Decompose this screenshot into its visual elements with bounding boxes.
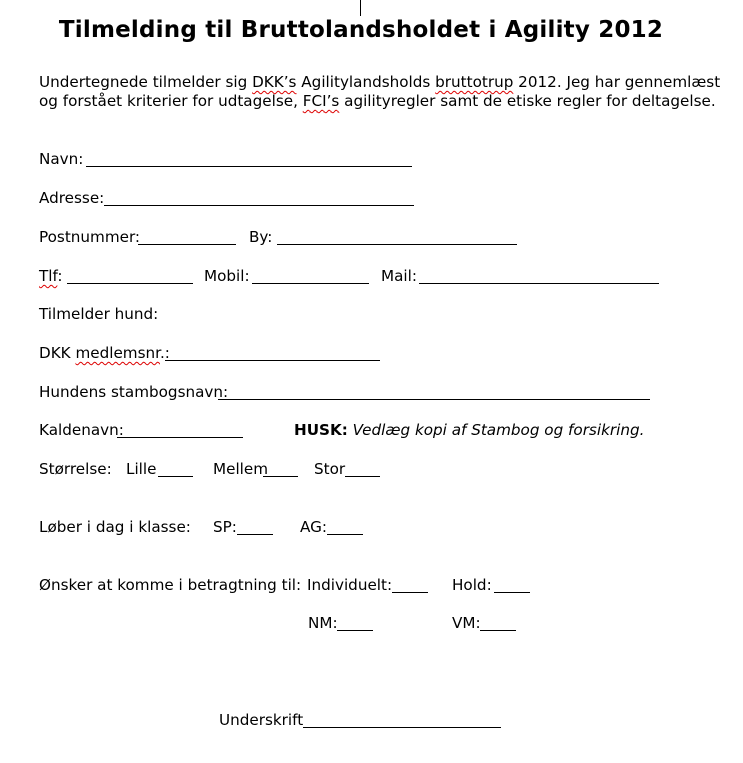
dkk-medlemsnr-label: [39, 344, 170, 362]
spellcheck-fcis: FCI’s: [302, 92, 340, 110]
kaldenavn-label: Kaldenavn:: [39, 421, 124, 439]
nm-field[interactable]: [337, 630, 373, 631]
kaldenavn-field[interactable]: [117, 437, 243, 438]
spellcheck-bruttotrup: bruttotrup: [435, 73, 514, 91]
stambogsnavn-label: Hundens stambogsnavn:: [39, 383, 229, 401]
vm-label: VM:: [452, 614, 481, 632]
hold-label: Hold:: [452, 576, 492, 594]
klasse-label: Løber i dag i klasse:: [39, 518, 191, 536]
intro-text: agilityregler samt de etiske regler for deltagelse.: [339, 92, 716, 110]
postnummer-label: Postnummer:: [39, 228, 141, 246]
intro-text: Undertegnede tilmelder sig: [39, 73, 253, 91]
intro-text: og forstået kriterier for udtagelse,: [39, 92, 303, 110]
intro-text: Agilitylandsholds: [296, 73, 436, 91]
spellcheck-medlemsnr: medlemsnr: [75, 344, 160, 362]
mobil-label: Mobil:: [204, 267, 250, 285]
intro-line-1: [39, 73, 720, 92]
sp-label: SP:: [213, 518, 237, 536]
page-title: Tilmelding til Bruttolandsholdet i Agility 2012: [58, 17, 664, 43]
lille-label: Lille: [126, 460, 157, 478]
navn-label: Navn:: [39, 150, 84, 168]
sp-field[interactable]: [237, 534, 273, 535]
spellcheck-dkks: DKK’s: [252, 73, 297, 91]
individuelt-field[interactable]: [392, 592, 428, 593]
mobil-field[interactable]: [252, 283, 369, 284]
dkk-suffix: .:: [159, 344, 170, 362]
dkk-text: DKK: [39, 344, 76, 362]
vm-field[interactable]: [480, 630, 516, 631]
stambogsnavn-field[interactable]: [218, 399, 650, 400]
individuelt-label: Individuelt:: [307, 576, 393, 594]
husk-note: [294, 421, 644, 439]
spellcheck-tlf: Tlf: [39, 267, 58, 285]
tilmelder-hund-heading: Tilmelder hund:: [39, 305, 159, 323]
lille-field[interactable]: [158, 476, 193, 477]
tlf-colon: :: [57, 267, 63, 285]
stor-field[interactable]: [345, 476, 380, 477]
mellem-label: Mellem: [213, 460, 269, 478]
stor-label: Stor: [314, 460, 346, 478]
intro-line-2: [39, 92, 720, 111]
underskrift-field[interactable]: [303, 727, 501, 728]
hold-field[interactable]: [494, 592, 530, 593]
text-cursor: [360, 0, 361, 16]
storrelse-label: Størrelse:: [39, 460, 112, 478]
husk-label: HUSK:: [294, 421, 348, 439]
tlf-label: [39, 267, 62, 285]
adresse-label: Adresse:: [39, 189, 105, 207]
mail-label: Mail:: [381, 267, 417, 285]
dkk-medlemsnr-field[interactable]: [165, 360, 380, 361]
navn-field[interactable]: [86, 166, 412, 167]
onsker-label: Ønsker at komme i betragtning til:: [39, 576, 302, 594]
postnummer-field[interactable]: [138, 244, 236, 245]
husk-text: Vedlæg kopi af Stambog og forsikring.: [352, 421, 645, 439]
adresse-field[interactable]: [104, 205, 414, 206]
nm-label: NM:: [308, 614, 338, 632]
mail-field[interactable]: [419, 283, 659, 284]
intro-paragraph: [39, 73, 720, 111]
ag-field[interactable]: [327, 534, 363, 535]
mellem-field[interactable]: [263, 476, 298, 477]
intro-text: 2012. Jeg har gennemlæst: [513, 73, 721, 91]
tlf-field[interactable]: [67, 283, 193, 284]
by-label: By:: [249, 228, 273, 246]
ag-label: AG:: [300, 518, 328, 536]
underskrift-label: Underskrift: [219, 711, 304, 729]
by-field[interactable]: [277, 244, 517, 245]
